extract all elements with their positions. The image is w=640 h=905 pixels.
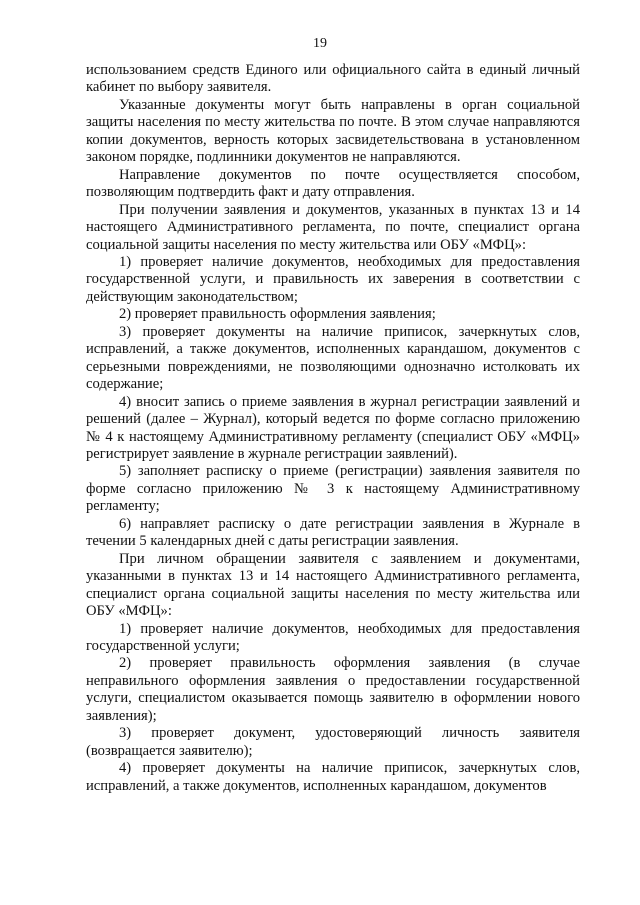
list-item: 4) проверяет документы на наличие приписок, зачеркнутых слов, исправлений, а также документов, исполненных карандашом, документов <box>86 760 580 794</box>
list-item: 1) проверяет наличие документов, необходимых для предоставления государственной услуги, и правильность их заверения в соответствии с действующим законодательством; <box>86 253 580 305</box>
paragraph: При личном обращении заявителя с заявлением и документами, указанными в пунктах 13 и 14 настоящего Административного регламента, специалист органа социальной защиты населения по месту жительства или ОБУ «МФЦ»: <box>86 550 580 620</box>
page-number: 19 <box>313 36 327 51</box>
document-body <box>86 62 580 795</box>
list-item: 5) заполняет расписку о приеме (регистрации) заявления заявителя по форме согласно приложению № 3 к настоящему Административному регламенту; <box>86 463 580 515</box>
list-item: 1) проверяет наличие документов, необходимых для предоставления государственной услуги; <box>86 620 580 654</box>
list-item: 2) проверяет правильность оформления заявления (в случае неправильного оформления заявления о предоставлении государственной услуги, специалистом оказывается помощь заявителю в оформлении нового заявления); <box>86 655 580 724</box>
list-item: 3) проверяет документ, удостоверяющий личность заявителя (возвращается заявителю); <box>86 725 580 759</box>
list-item: 3) проверяет документы на наличие приписок, зачеркнутых слов, исправлений, а также документов, исполненных карандашом, документов с серьезными повреждениями, не позволяющими однозначно истолковать их содержание; <box>86 323 580 393</box>
paragraph: Указанные документы могут быть направлены в орган социальной защиты населения по месту жительства по почте. В этом случае направляются копии документов, верность которых засвидетельствована в установленном законом порядке, подлинники документов не направляются. <box>86 96 580 166</box>
list-item: 4) вносит запись о приеме заявления в журнал регистрации заявлений и решений (далее – Журнал), который ведется по форме согласно приложению № 4 к настоящему Административному регламенту (специалист ОБУ «МФЦ» регистрирует заявление в журнале регистрации заявлений). <box>86 393 580 462</box>
paragraph: При получении заявления и документов, указанных в пунктах 13 и 14 настоящего Административного регламента, по почте, специалист органа социальной защиты населения по месту жительства или ОБУ «МФЦ»: <box>86 201 580 253</box>
list-item: 6) направляет расписку о дате регистрации заявления в Журнале в течении 5 календарных дней с даты регистрации заявления. <box>86 515 580 550</box>
paragraph: Направление документов по почте осуществляется способом, позволяющим подтвердить факт и дату отправления. <box>86 166 580 201</box>
paragraph: использованием средств Единого или официального сайта в единый личный кабинет по выбору заявителя. <box>86 62 580 96</box>
list-item: 2) проверяет правильность оформления заявления; <box>119 306 436 323</box>
